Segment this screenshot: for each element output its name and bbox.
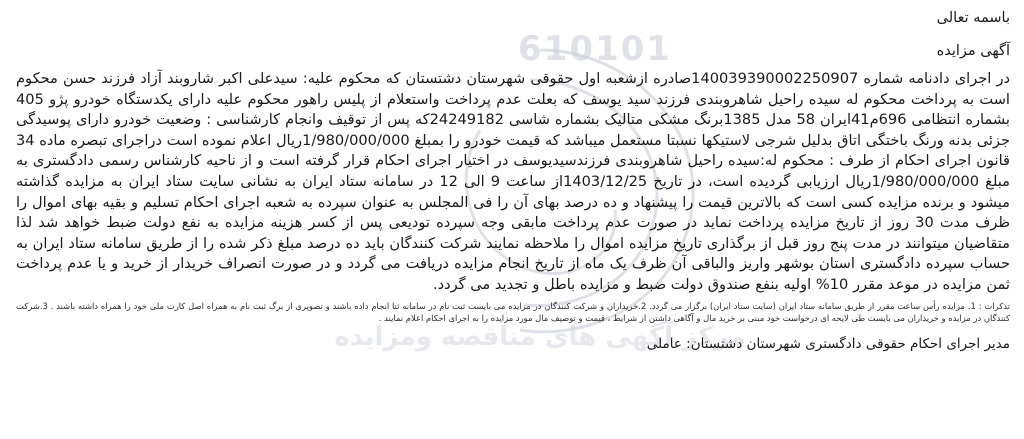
notice-body: در اجرای دادنامه شماره 140039390002250907صادره ازشعبه اول حقوقی شهرستان دشتستان که محکوم علیه: سیدعلی اکبر شاروبند آزاد فرزند حسن محکوم است به پرداخت محکوم له سیده راحیل شاهروبندی فرزند سید یوسف که بعلت عدم پرداخت واستعلام از پلیس راهور محکوم علیه دارای یکدستگاه خودرو پژو 405 بشماره انتظامی 696م41ایران 58 مدل 1385برنگ مشکی متالیک بشماره شاسی 24249182که پس از توقیف وانجام کارشناسی : وضعیت خودرو دارای پوسیدگی جزئی بدنه ورنگ باختگی اتاق بدلیل شرجی لاستیکها نسبتا مستعمل میباشد که قیمت خودرو را بمبلغ 1/980/000/000ریال اعلام نموده است دراجرای تبصره ماده 34 قانون اجرای احکام از طرف : محکوم له:سیده راحیل شاهروبندی فرزندسیدیوسف در اختیار اجرای احکام قرار گرفته است و از ناحیه کارشناس رسمی دادگستری به مبلغ 1/980/000/000ریال ارزیابی گردیده است، در تاریخ 1403/12/25از ساعت 9 الی 12 در سامانه ستاد ایران به نشانی سایت ستاد ایران به مزایده گذاشته میشود و برنده مزایده کسی است که بالاترین قیمت را پیشنهاد و ده درصد بهای آن را فی المجلس به عنوان سپرده به شعبه اجرای احکام تسلیم و بقیه بهای اموال را ظرف مدت 30 روز از تاریخ مزایده پرداخت نماید در صورت عدم پرداخت مابقی وجه سپرده تودیعی پس از کسر هزینه مزایده به نفع دولت ضبط خواهد شد لذا متقاضیان میتوانند در مدت پنج روز قبل از برگذاری تاریخ مزایده اموال را ملاحظه نمایند شرکت کنندگان باید ده درصد مبلغ ذکر شده را از طریق سامانه ستاد ایران به حساب سپرده دادگستری استان بوشهر واریز والباقی آن ظرف یک ماه از تاریخ انجام مزایده دریافت می گردد و در صورت انصراف خریدار از خرید و یا عدم پرداخت ثمن مزایده در موعد مقرر 10% اولیه بنفع صندوق دولت ضبط و مزایده باطل و تجدید می گردد.: [16, 70, 1011, 293]
notice-subtitle: آگهی مزایده: [936, 43, 1010, 59]
watermark-number: 610101: [518, 29, 672, 69]
notice-notes: تذکرات : 1. مزایده رأس ساعت مقرر از طریق سامانه ستاد ایران (سایت ستاد ایران) برگزار می گردد. 2.خریداران و شرکت کنندگان در مزایده می بایست ثبت نام در سامانه ثنا انجام داده باشند و تصویری از برگ ثبت نام به همراه اصل کارت ملی خود را همراه داشته باشند . 3.شرکت کنندگان در مزایده و خریداران می بایست طی لایحه ای درخواست خود مبنی بر خرید مال و آگاهی داشتن از شرایط ، قیمت و توصیف مال مورد مزایده را به اجرای احکام اعلام نمایند .: [16, 300, 1010, 323]
notice-footer-signature: مدیر اجرای احکام حقوقی دادگستری شهرستان دشتستان: عاملی: [646, 335, 1010, 352]
notice-title: باسمه تعالی: [936, 10, 1010, 26]
watermark-tagline: مرکز آگهی های مناقصه ومزایده: [334, 322, 746, 352]
notice-content: [10, 6, 1014, 354]
